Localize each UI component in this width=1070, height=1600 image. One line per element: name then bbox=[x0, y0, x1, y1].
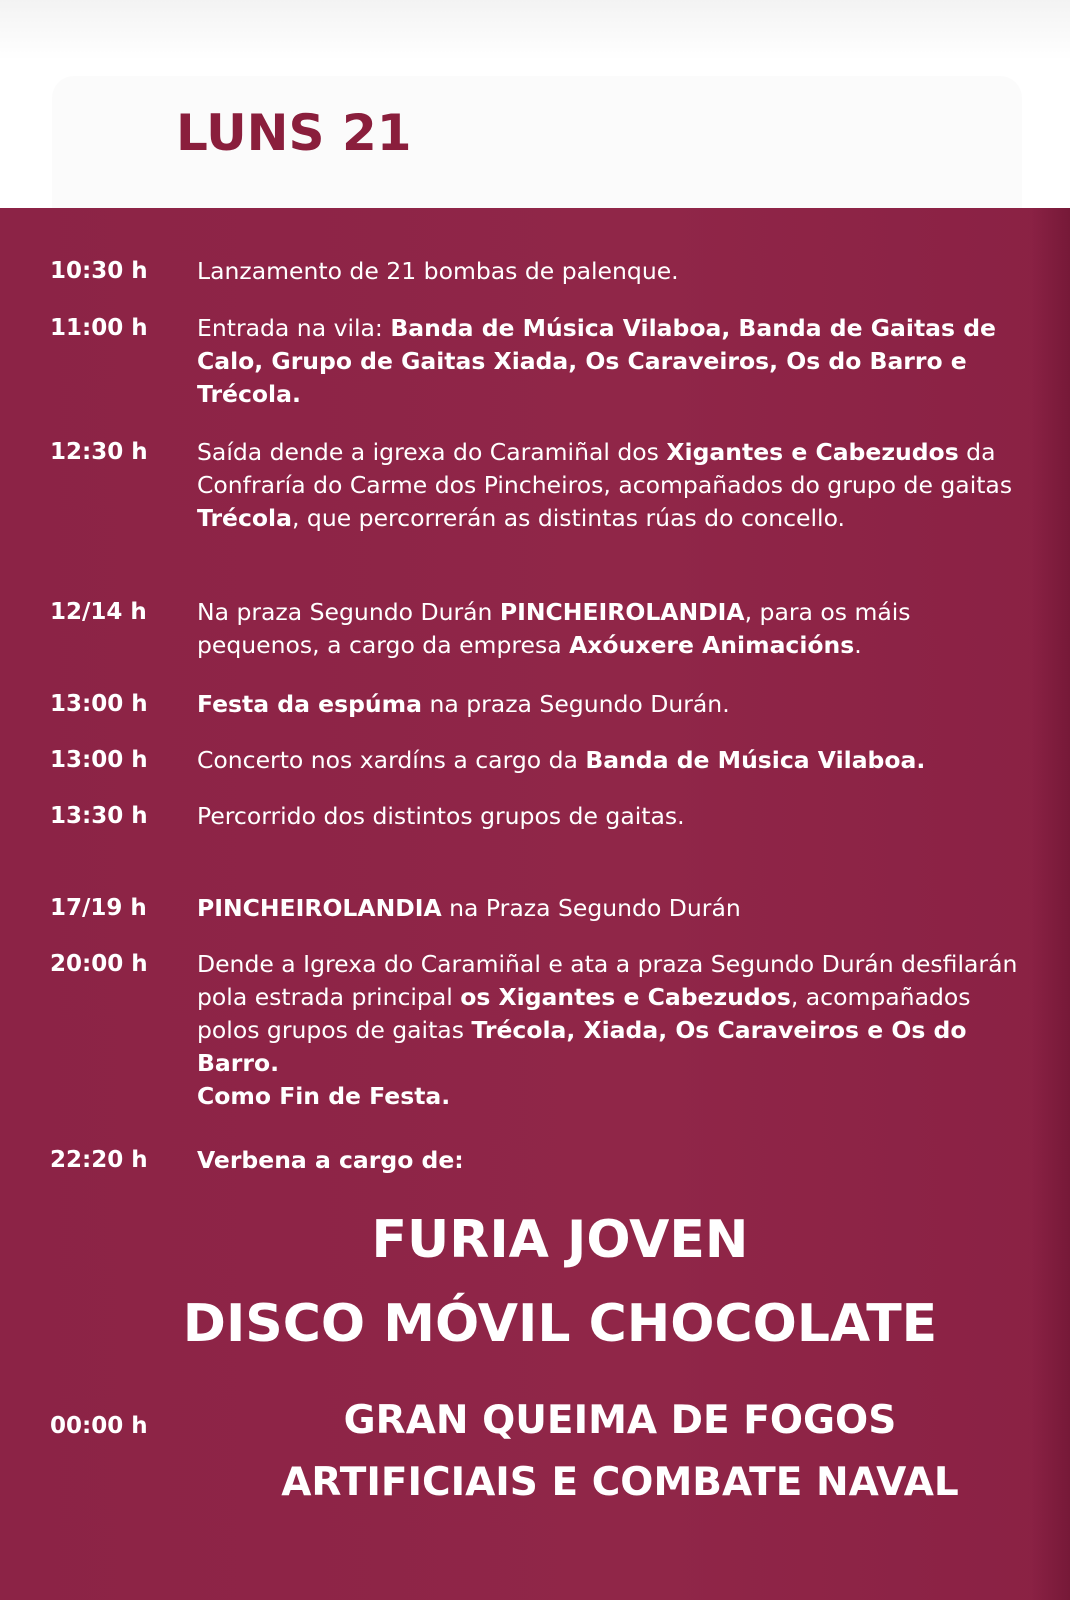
entry-text: da Confraría do Carme dos Pincheiros, acompañados do grupo de gaitas bbox=[197, 438, 1013, 499]
entry-description bbox=[197, 948, 1027, 1113]
verbena-lineup bbox=[120, 1198, 1000, 1366]
entry-highlight: PINCHEIROLANDIA bbox=[197, 894, 442, 922]
entry-description bbox=[197, 800, 1027, 833]
entry-time: 13:30 h bbox=[50, 803, 148, 829]
entry-highlight: Banda de Música Vilaboa, Banda de Gaitas de Calo, Grupo de Gaitas Xiada, Os Caraveiros, Os do Barro e Trécola. bbox=[197, 314, 996, 408]
entry-highlight: Verbena a cargo de: bbox=[197, 1146, 464, 1174]
entry-time: 12:30 h bbox=[50, 439, 148, 465]
verbena-band-1: FURIA JOVEN bbox=[371, 1210, 749, 1270]
entry-time: 20:00 h bbox=[50, 951, 148, 977]
entry-text: Entrada na vila: bbox=[197, 314, 391, 342]
day-title: LUNS 21 bbox=[176, 104, 412, 162]
entry-description bbox=[197, 436, 1027, 535]
entry-highlight: PINCHEIROLANDIA bbox=[499, 598, 745, 626]
entry-description bbox=[197, 892, 1027, 925]
entry-description bbox=[197, 312, 1027, 411]
entry-description bbox=[197, 255, 1027, 288]
entry-highlight: Axóuxere Animacións bbox=[569, 631, 855, 659]
finale-title bbox=[200, 1390, 1040, 1514]
entry-highlight: Trécola, Xiada, Os Caraveiros e Os do Barro. bbox=[197, 1016, 967, 1077]
entry-text: Dende a Igrexa do Caramiñal e ata a praza Segundo Durán desfilarán pola estrada principal bbox=[197, 950, 1018, 1011]
entry-text: na Praza Segundo Durán bbox=[441, 894, 741, 922]
verbena-band-2: DISCO MÓVIL CHOCOLATE bbox=[182, 1294, 938, 1354]
entry-text: Na praza Segundo Durán bbox=[197, 598, 500, 626]
entry-highlight: Trécola bbox=[197, 504, 292, 532]
entry-description bbox=[197, 596, 1027, 662]
finale-line-1: GRAN QUEIMA DE FOGOS bbox=[343, 1398, 897, 1443]
entry-text: Percorrido dos distintos grupos de gaitas. bbox=[197, 802, 685, 830]
entry-text: . bbox=[854, 631, 862, 659]
entry-time: 11:00 h bbox=[50, 315, 148, 341]
entry-text: Lanzamento de 21 bombas de palenque. bbox=[197, 257, 679, 285]
entry-time: 13:00 h bbox=[50, 747, 148, 773]
entry-text: Concerto nos xardíns a cargo da bbox=[197, 746, 586, 774]
entry-text: Saída dende a igrexa do Caramiñal dos bbox=[197, 438, 667, 466]
entry-time: 10:30 h bbox=[50, 258, 148, 284]
entry-time: 22:20 h bbox=[50, 1147, 148, 1173]
entry-text: na praza Segundo Durán. bbox=[421, 690, 730, 718]
entry-time: 17/19 h bbox=[50, 895, 147, 921]
entry-time: 13:00 h bbox=[50, 691, 148, 717]
entry-time: 00:00 h bbox=[50, 1413, 148, 1439]
entry-text: , acompañados polos grupos de gaitas bbox=[197, 983, 971, 1044]
entry-highlight: Como Fin de Festa. bbox=[197, 1082, 451, 1110]
entry-text: , para os máis pequenos, a cargo da empresa bbox=[197, 598, 911, 659]
entry-highlight: os Xigantes e Cabezudos bbox=[460, 983, 791, 1011]
entry-highlight: Xigantes e Cabezudos bbox=[666, 438, 959, 466]
entry-description bbox=[197, 744, 1027, 777]
entry-time: 12/14 h bbox=[50, 599, 147, 625]
entry-highlight: Festa da espúma bbox=[197, 690, 422, 718]
entry-highlight: Banda de Música Vilaboa. bbox=[585, 746, 926, 774]
entry-text: , que percorrerán as distintas rúas do concello. bbox=[291, 504, 846, 532]
entry-description bbox=[197, 688, 1027, 721]
entry-description bbox=[197, 1144, 1027, 1177]
finale-line-2: ARTIFICIAIS E COMBATE NAVAL bbox=[281, 1460, 959, 1505]
